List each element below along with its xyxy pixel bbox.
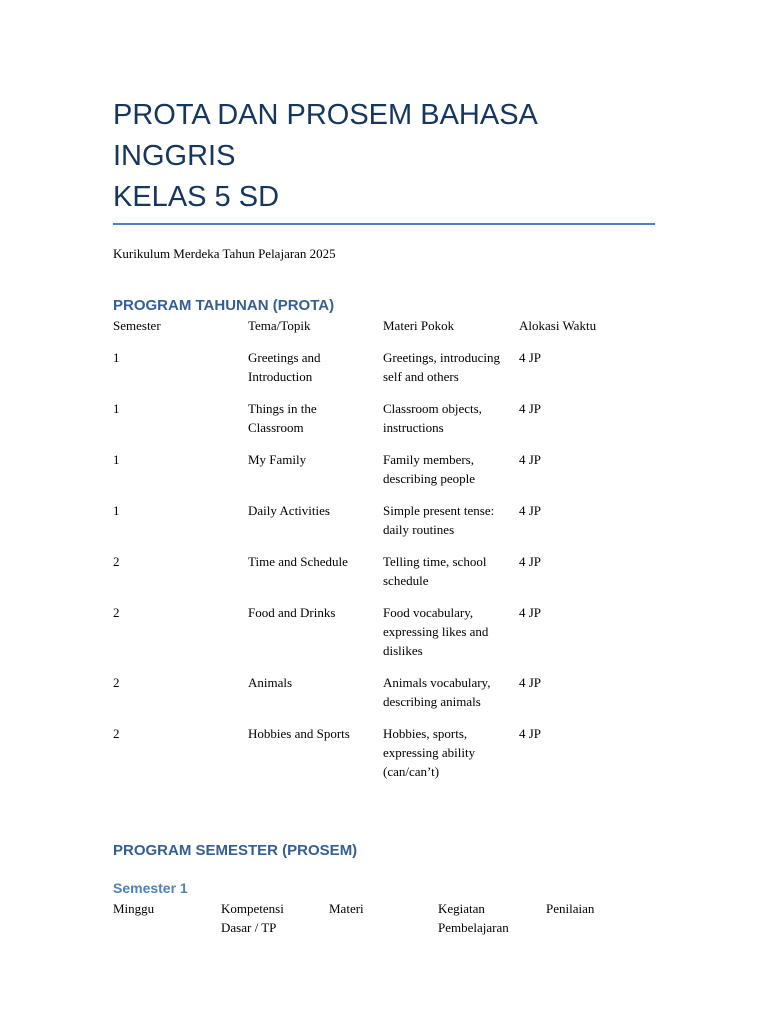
prota-row [113,399,655,450]
prota-cell-semester: 1 [113,350,120,365]
prota-cell-semester: 2 [113,726,120,741]
prota-cell-alokasi: 4 JP [519,605,542,620]
prota-cell-semester: 2 [113,554,120,569]
prota-cell-materi: Greetings, introducing self and others [383,350,500,384]
prota-cell-alokasi: 4 JP [519,452,542,467]
prota-header-tema: Tema/Topik [248,318,311,333]
prota-table [113,316,655,794]
document-title [113,95,655,218]
prota-cell-materi: Hobbies, sports, expressing ability (can/can’t) [383,726,476,779]
prota-header-materi: Materi Pokok [383,318,455,333]
prota-cell-semester: 1 [113,452,120,467]
document-subtitle: Kurikulum Merdeka Tahun Pelajaran 2025 [113,246,336,261]
prota-cell-tema: Hobbies and Sports [248,726,350,741]
prota-cell-materi: Telling time, school schedule [383,554,487,588]
prosem-header-materi: Materi [329,901,364,916]
prota-cell-materi: Food vocabulary, expressing likes and dislikes [383,605,489,658]
document-title-line-2: KELAS 5 SD [113,181,280,213]
prosem-header-kegiatan: Kegiatan Pembelajaran [438,901,509,935]
prota-cell-semester: 2 [113,605,120,620]
prota-row [113,501,655,552]
prota-header-semester: Semester [113,318,161,333]
prota-header-alokasi: Alokasi Waktu [519,318,597,333]
document-title-line-1: PROTA DAN PROSEM BAHASA INGGRIS [113,99,537,172]
semester-1-heading: Semester 1 [113,880,188,896]
prota-cell-semester: 1 [113,503,120,518]
prota-row [113,724,655,794]
prota-cell-tema: Time and Schedule [248,554,348,569]
prota-cell-materi: Classroom objects, instructions [383,401,482,435]
prota-row [113,552,655,603]
prota-cell-tema: Things in the Classroom [248,401,317,435]
document-page [113,95,655,937]
prota-cell-semester: 2 [113,675,120,690]
prota-cell-alokasi: 4 JP [519,554,542,569]
prosem-semester-1-table [113,899,655,937]
prota-cell-alokasi: 4 JP [519,503,542,518]
prota-heading: PROGRAM TAHUNAN (PROTA) [113,297,335,314]
title-divider [113,223,655,225]
prota-row [113,673,655,724]
prota-cell-alokasi: 4 JP [519,675,542,690]
prota-cell-materi: Family members, describing people [383,452,476,486]
prota-cell-tema: Food and Drinks [248,605,336,620]
prota-cell-tema: Daily Activities [248,503,330,518]
prota-cell-tema: Greetings and Introduction [248,350,321,384]
prota-cell-alokasi: 4 JP [519,401,542,416]
prosem-header-kompetensi: Kompetensi Dasar / TP [221,901,284,935]
prota-cell-tema: Animals [248,675,293,690]
prota-cell-materi: Animals vocabulary, describing animals [383,675,491,709]
prota-row [113,450,655,501]
prota-cell-alokasi: 4 JP [519,726,542,741]
prosem-header-minggu: Minggu [113,901,155,916]
prota-cell-alokasi: 4 JP [519,350,542,365]
prosem-header-penilaian: Penilaian [546,901,595,916]
prosem-header-row [113,899,655,937]
prosem-heading: PROGRAM SEMESTER (PROSEM) [113,842,358,859]
prota-cell-tema: My Family [248,452,307,467]
prota-cell-materi: Simple present tense: daily routines [383,503,495,537]
prota-cell-semester: 1 [113,401,120,416]
prota-header-row [113,316,655,348]
prota-row [113,603,655,673]
prota-row [113,348,655,399]
